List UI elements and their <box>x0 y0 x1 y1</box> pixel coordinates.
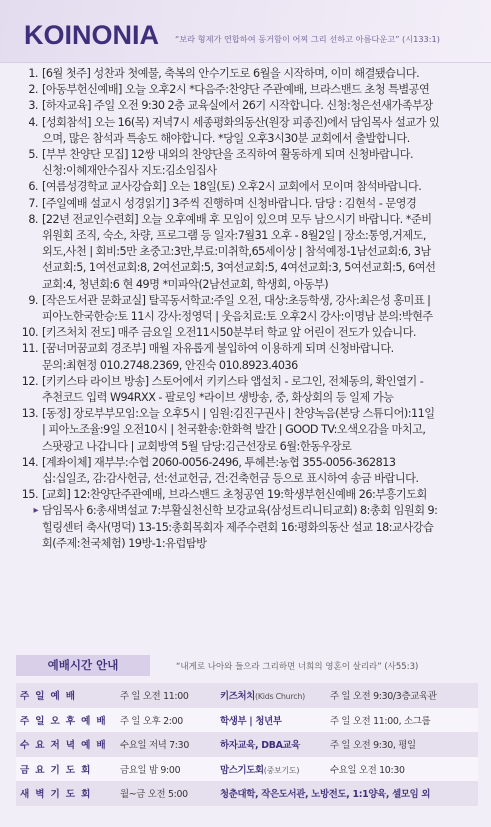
schedule-verse: “내게로 나아와 들으라 그리하면 너희의 영혼이 살리라” (사55:3) <box>176 662 419 672</box>
item-text-line: 회(주제:천국체험) 19방-1:유럽탐방 <box>42 536 207 550</box>
ministry-label: 맘스기도회 <box>220 764 264 776</box>
service-name: 주일오후예배 <box>20 715 112 727</box>
item-number: 3. <box>28 99 38 113</box>
item-text-line: 으며, 많은 참석과 특송도 해야합니다. *당일 오후3시30분 교회에서 출발합니다. <box>42 131 410 145</box>
schedule-row <box>16 757 478 782</box>
item-text-line: 담임목사 6:총새벽설교 7:부활실천신학 보강교육(삼성트리니티교회) 8:총회 임원회 9: <box>42 504 438 518</box>
item-text-line: [교회] 12:찬양단주관예배, 브라스밴드 초청공연 19:학생부헌신예배 26:부흥기도회 <box>42 488 427 502</box>
page-header <box>0 0 491 63</box>
item-text-line: 피아노한국한승:토 11시 강사:정영덕 | 웃음치료:토 오후2시 강사:이명남 분의:박현주 <box>42 310 433 324</box>
item-text-line: 힐링센터 축사(명덕) 13-15:총회목회자 제주수련회 16:평화의동산 설교 18:교사강습 <box>42 520 434 534</box>
announcement-item <box>14 455 484 487</box>
announcement-item <box>14 325 484 341</box>
announcement-item <box>14 293 484 325</box>
item-number: 10. <box>21 326 38 340</box>
announcement-item <box>14 115 484 147</box>
announcement-item <box>14 98 484 114</box>
announcement-item <box>14 196 484 212</box>
announcement-item <box>14 179 484 195</box>
announcement-item <box>14 374 484 406</box>
ministry-time: 주 일 오전 11:00, 소그룹 <box>330 715 431 727</box>
item-text-line: | 피아노조율:9일 오전10시 | 천국환송:한화혁 발간 | GOOD TV:오색오감을 마치고, <box>42 423 426 437</box>
schedule-row <box>16 732 478 757</box>
announcement-item <box>14 212 484 293</box>
service-name: 주일예배 <box>20 691 82 703</box>
schedule-row <box>16 683 478 708</box>
service-time: 주 일 오후 2:00 <box>120 715 183 727</box>
item-text-line: [키즈처치 전도] 매주 금요일 오전11시50분부터 학교 앞 어린이 전도가 있습니다. <box>42 326 416 340</box>
item-text-line: [6월 첫주] 성찬과 첫예물, 축복의 안수기도로 6월을 시작하며, 이미 해결됐습니다. <box>42 67 420 80</box>
item-number: 1. <box>28 67 38 80</box>
item-number: 13. <box>21 407 38 421</box>
ministry-name <box>220 737 330 751</box>
service-time: 금요일 밤 9:00 <box>120 764 181 776</box>
koinonia-logo: KOINONIA <box>24 20 159 50</box>
announcement-item <box>14 147 484 179</box>
item-number: 11. <box>21 342 38 356</box>
ministry-sub: (중보기도) <box>263 765 300 775</box>
item-text-line: 교회:4, 청년회:6 현 49명 *미파악(2남선교회, 학생회, 아동부) <box>42 277 329 291</box>
item-text-line: [성회참석] 오는 16(목) 저녁7시 세종평화의동산(원장 피종진)에서 담임목사 설교가 있 <box>42 115 440 129</box>
announcement-item <box>14 487 484 503</box>
item-number: 4. <box>28 115 38 129</box>
item-text-line: 문의:최현정 010.2748.2369, 안진숙 010.8923.4036 <box>42 358 298 372</box>
item-number: 5. <box>28 148 38 162</box>
item-text-line: [22년 전교인수련회] 오늘 오후예배 후 모임이 있으며 모두 남으시기 바랍니다. *준비 <box>42 212 432 226</box>
item-text-line: [아동부헌신예배] 오늘 오후2시 *다음주:찬양단 주관예배, 브라스밴드 초청 특별공연 <box>42 83 430 97</box>
schedule-table <box>16 683 478 806</box>
item-number: 9. <box>28 293 38 307</box>
announcement-item <box>14 82 484 98</box>
item-text-line: [주일예배 설교시 성경읽기] 3주씩 진행하며 신청바랍니다. 담당 : 김현석 - 문영경 <box>42 196 417 210</box>
announcement-list <box>14 66 484 552</box>
item-text-line: 선교회:5, 1여선교회:8, 2여선교회:5, 3여선교회:5, 4여선교회:3, 5여선교회:5, 6여선 <box>42 261 436 275</box>
item-text-line: [동정] 장로부부모임:오늘 오후5시 | 임원:김진구권사 | 찬양녹음(본당 스튜디어):11일 <box>42 407 435 421</box>
item-number: 6. <box>28 180 38 194</box>
ministry-name <box>220 688 330 702</box>
item-number: 12. <box>21 374 38 388</box>
ministry-time: 주 일 오전 9:30, 평일 <box>330 740 416 752</box>
announcement-item <box>14 406 484 455</box>
item-text-line: 스팟광고 나갑니다 | 교회방역 5월 담당:김근선장로 6월:한동우장로 <box>42 439 352 453</box>
ministry-label: 키즈처치 <box>220 691 256 703</box>
schedule-row <box>16 781 478 806</box>
item-text-line: [꿈너머꿈교회 경조부] 매월 자유롭게 불입하여 이용하게 되며 신청바랍니다. <box>42 342 394 356</box>
ministry-label: 학생부 | 청년부 <box>220 715 282 727</box>
item-text-line: [키키스타 라이브 방송] 스토어에서 키키스타 앱설치 - 로그인, 전체동의, 확인열기 - <box>42 374 424 388</box>
item-number: 8. <box>28 212 38 226</box>
ministry-sub: (Kids Church) <box>255 692 305 702</box>
ministry-name <box>220 713 330 727</box>
service-name: 금요기도회 <box>20 764 97 776</box>
item-number: 15. <box>21 488 38 502</box>
announcement-item <box>14 341 484 373</box>
service-name: 수요저녁예배 <box>20 740 112 752</box>
service-name: 새벽기도회 <box>20 789 97 801</box>
item-text-line: 십:십일조, 감:감사헌금, 선:선교헌금, 건:건축헌금 등으로 표시하여 송금 바랍니다. <box>42 472 419 486</box>
schedule-title: 예배시간 안내 <box>16 655 150 676</box>
ministry-time: 수요일 오전 10:30 <box>330 764 405 776</box>
ministry-label: 청춘대학, 작은도서관, 노방전도, 1:1양육, 셀모임 외 <box>220 789 431 801</box>
service-time: 월~금 오전 5:00 <box>120 789 188 801</box>
item-text-line: [계좌이체] 재부부:수협 2060-0056-2496, 투헤븐:농협 355-0056-362813 <box>42 455 396 469</box>
item-text-line: 위원회 조직, 숙소, 차량, 프로그램 등 일자:7월31 오후 - 8월2일 | 장소:통영,거제도, <box>42 229 426 243</box>
item-text-line: 외도,사천 | 회비:5만 초중고:3만,부료:미취학,65세이상 | 참석예정-1남선교회:6, 3남 <box>42 245 431 259</box>
header-verse: “보라 형제가 연합하여 동거함이 어찌 그리 선하고 아름다운고” (시133:1) <box>175 34 440 44</box>
announcement-item <box>14 503 484 552</box>
service-time: 주 일 오전 11:00 <box>120 691 189 703</box>
schedule-row <box>16 708 478 733</box>
announcement-item <box>14 66 484 82</box>
item-number: 7. <box>28 196 38 210</box>
item-text-line: [작은도서관 문화교실] 탈곡동서학교:주일 오전, 대상:초등학생, 강사:최은성 홍미표 | <box>42 293 431 307</box>
service-time: 수요일 저녁 7:30 <box>120 740 189 752</box>
ministry-label: 하자교육, DBA교육 <box>220 740 301 752</box>
item-text-line: 추천코드 입력 W94RXX - 팔로잉 *라이브 생방송, 중, 화상회의 등 일제 가능 <box>42 391 394 405</box>
ministry-name <box>220 786 430 800</box>
item-text-line: [여름성경학교 교사강습회] 오는 18일(토) 오후2시 교회에서 모이며 참석바랍니다. <box>42 180 422 194</box>
item-number: 14. <box>21 455 38 469</box>
item-text-line: [하자교육] 주일 오전 9:30 2층 교육실에서 26기 시작합니다. 신청:청은선새가족부장 <box>42 99 433 113</box>
item-number: 2. <box>28 83 38 97</box>
ministry-name <box>220 762 330 776</box>
item-text-line: 신청:이혜재안수집사 지도:김소임집사 <box>42 164 217 178</box>
item-text-line: [부부 찬양단 모집] 12쌍 내외의 찬양단을 조직하여 활동하게 되며 신청바랍니다. <box>42 148 414 162</box>
ministry-time: 주 일 오전 9:30/3층교육관 <box>330 691 437 703</box>
item-number: ▸ <box>33 505 38 517</box>
worship-schedule <box>16 655 478 806</box>
